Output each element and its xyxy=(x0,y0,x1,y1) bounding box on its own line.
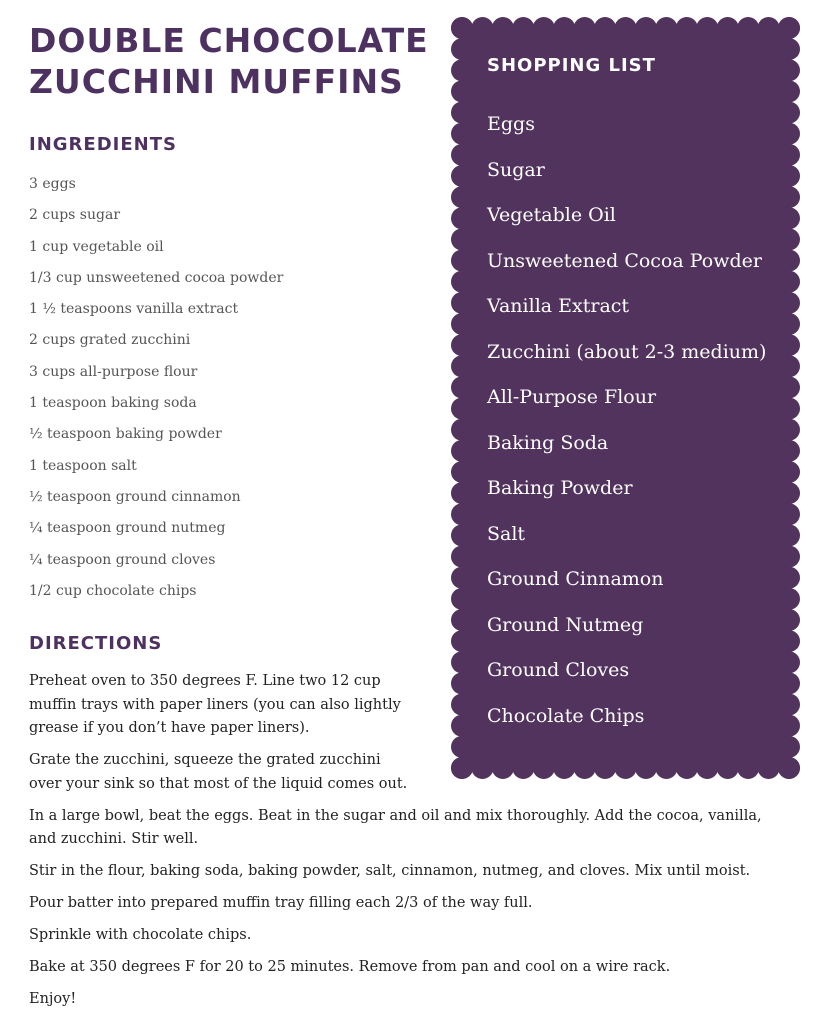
ingredient-item: 1 teaspoon salt xyxy=(29,457,137,474)
ingredient-item: 1 cup vegetable oil xyxy=(29,238,164,255)
ingredient-item: 1/3 cup unsweetened cocoa powder xyxy=(29,269,284,286)
direction-step: In a large bowl, beat the eggs. Beat in the sugar and oil and mix thoroughly. Add the cocoa, vanilla, and zucchini. Stir well. xyxy=(29,807,762,847)
direction-step: Preheat oven to 350 degrees F. Line two 12 cup muffin trays with paper liners (you can also lightly grease if you don’t have paper liners). xyxy=(29,673,401,736)
shopping-list-item: Ground Nutmeg xyxy=(487,613,644,636)
recipe-title-line: DOUBLE CHOCOLATE xyxy=(29,21,429,60)
direction-step: Grate the zucchini, squeeze the grated zucchini over your sink so that most of the liquid comes out. xyxy=(29,752,408,792)
shopping-list-item: Unsweetened Cocoa Powder xyxy=(487,249,762,272)
shopping-list-item: Salt xyxy=(487,522,526,545)
ingredient-item: 3 cups all-purpose flour xyxy=(29,363,198,380)
shopping-list-item: Ground Cinnamon xyxy=(487,568,664,590)
directions-heading: DIRECTIONS xyxy=(29,633,163,654)
ingredient-item: ½ teaspoon ground cinnamon xyxy=(29,488,241,505)
shopping-list-item: All-Purpose Flour xyxy=(487,386,657,408)
shopping-list-item: Zucchini (about 2-3 medium) xyxy=(487,340,767,363)
ingredient-item: ½ teaspoon baking powder xyxy=(29,426,222,443)
shopping-list-item: Sugar xyxy=(487,158,545,181)
shopping-list-item: Vegetable Oil xyxy=(487,204,616,226)
recipe-title-line: ZUCCHINI MUFFINS xyxy=(29,62,404,101)
shopping-list xyxy=(487,102,766,739)
ingredient-item: 2 cups sugar xyxy=(29,207,121,224)
shopping-list-item: Chocolate Chips xyxy=(487,704,645,727)
ingredient-item: 3 eggs xyxy=(29,176,76,192)
ingredient-item: 2 cups grated zucchini xyxy=(29,332,191,349)
shopping-list-item: Eggs xyxy=(487,113,535,135)
ingredients-list xyxy=(29,170,429,608)
shopping-list-panel xyxy=(451,17,800,779)
ingredient-item: 1 teaspoon baking soda xyxy=(29,395,197,412)
shopping-list-item: Ground Cloves xyxy=(487,659,630,681)
ingredient-item: ¼ teaspoon ground cloves xyxy=(29,551,216,568)
ingredient-item: ¼ teaspoon ground nutmeg xyxy=(29,520,226,537)
direction-step: Bake at 350 degrees F for 20 to 25 minutes. Remove from pan and cool on a wire rack. xyxy=(29,959,671,975)
shopping-list-item: Baking Soda xyxy=(487,431,609,454)
shopping-list-item: Baking Powder xyxy=(487,477,633,499)
direction-step: Pour batter into prepared muffin tray filling each 2/3 of the way full. xyxy=(29,895,533,911)
ingredient-item: 1 ½ teaspoons vanilla extract xyxy=(29,301,239,318)
shopping-list-item: Vanilla Extract xyxy=(487,295,630,317)
recipe-title xyxy=(29,20,449,102)
ingredients-heading: INGREDIENTS xyxy=(29,134,177,155)
shopping-list-heading: SHOPPING LIST xyxy=(487,55,656,76)
ingredient-item: 1/2 cup chocolate chips xyxy=(29,582,197,599)
direction-step: Sprinkle with chocolate chips. xyxy=(29,927,252,943)
direction-step: Enjoy! xyxy=(29,991,77,1007)
direction-step: Stir in the flour, baking soda, baking powder, salt, cinnamon, nutmeg, and cloves. Mix until moist. xyxy=(29,863,751,879)
